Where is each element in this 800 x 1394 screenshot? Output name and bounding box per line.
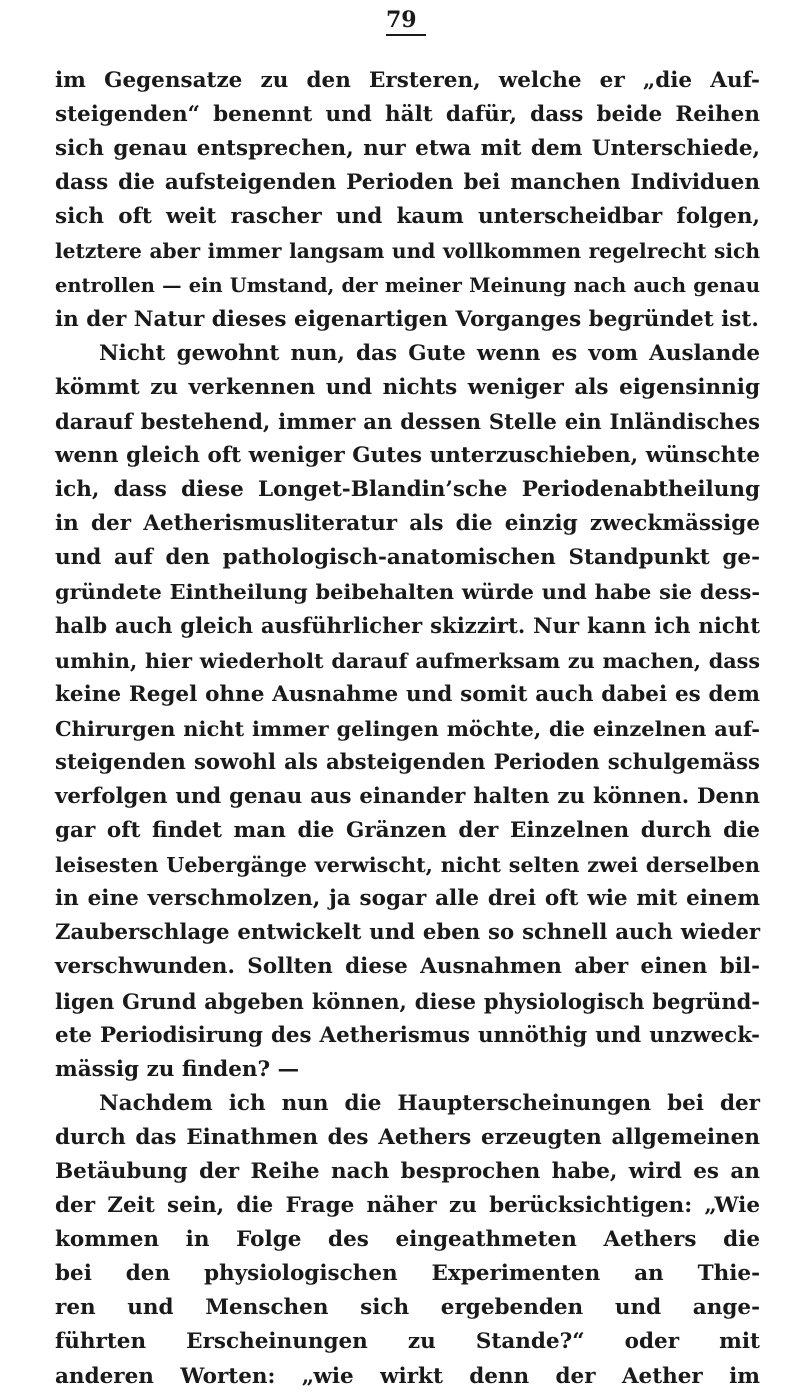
text-line: entrollen — ein Umstand, der meiner Meinung nach auch genau <box>55 273 760 297</box>
text-line: bei den physiologischen Experimenten an Thie- <box>55 1261 760 1287</box>
text-line: durch das Einathmen des Aethers erzeugten allgemeinen <box>55 1124 760 1150</box>
text-line: anderen Worten: „wie wirkt denn der Aether im <box>55 1363 760 1389</box>
text-line: Zauberschlage entwickelt und eben so schnell auch wieder <box>55 920 760 946</box>
text-line: kömmt zu verkennen und nichts weniger als eigensinnig <box>55 374 760 400</box>
text-line: keine Regel ohne Ausnahme und somit auch dabei es dem <box>55 681 760 707</box>
text-line: ligen Grund abgeben können, diese physiologisch begründ- <box>55 988 760 1014</box>
text-line: gar oft findet man die Gränzen der Einzelnen durch die <box>55 818 760 844</box>
text-line: letztere aber immer langsam und vollkommen regelrecht sich <box>55 239 760 264</box>
text-line: gründete Eintheilung beibehalten würde und habe sie dess- <box>55 579 760 605</box>
text-line: Nicht gewohnt nun, das Gute wenn es vom Auslande <box>99 340 760 366</box>
text-line: der Zeit sein, die Frage näher zu berücksichtigen: „Wie <box>55 1193 760 1219</box>
text-line: halb auch gleich ausführlicher skizzirt. Nur kann ich nicht <box>55 613 760 639</box>
text-line: Chirurgen nicht immer gelingen möchte, die einzelnen auf- <box>55 715 760 741</box>
text-line: ete Periodisirung des Aetherismus unnöthig und unzweck- <box>55 1022 760 1048</box>
text-line: dass die aufsteigenden Perioden bei manchen Individuen <box>55 170 760 196</box>
text-line: und auf den pathologisch-anatomischen Standpunkt ge- <box>55 545 760 571</box>
text-line: leisesten Uebergänge verwischt, nicht selten zwei derselben <box>55 853 760 878</box>
text-line: umhin, hier wiederholt darauf aufmerksam zu machen, dass <box>55 648 760 673</box>
text-line: mässig zu finden? — <box>55 1056 300 1082</box>
text-line: ren und Menschen sich ergebenden und ange- <box>55 1295 760 1321</box>
text-line: verschwunden. Sollten diese Ausnahmen aber einen bil- <box>55 954 760 980</box>
text-line: darauf bestehend, immer an dessen Stelle ein Inländisches <box>55 408 760 434</box>
text-line: steigenden sowohl als absteigenden Perioden schulgemäss <box>55 749 760 775</box>
text-line: in der Natur dieses eigenartigen Vorganges begründet ist. <box>55 306 759 332</box>
text-line: steigenden“ benennt und hält dafür, dass beide Reihen <box>55 102 760 128</box>
text-line: sich oft weit rascher und kaum unterscheidbar folgen, <box>55 204 760 230</box>
text-line: wenn gleich oft weniger Gutes unterzuschieben, wünschte <box>55 443 760 469</box>
text-line: in eine verschmolzen, ja sogar alle drei oft wie mit einem <box>55 886 760 912</box>
text-line: sich genau entsprechen, nur etwa mit dem Unterschiede, <box>55 136 760 162</box>
body-text <box>55 64 760 1394</box>
text-line: Nachdem ich nun die Haupterscheinungen bei der <box>99 1090 760 1116</box>
text-line: in der Aetherismusliteratur als die einzig zweckmässige <box>55 511 760 537</box>
text-line: kommen in Folge des eingeathmeten Aethers die <box>55 1227 760 1253</box>
text-line: führten Erscheinungen zu Stande?“ oder mit <box>55 1329 760 1355</box>
page-number: 79 <box>386 6 426 36</box>
text-line: im Gegensatze zu den Ersteren, welche er „die Auf- <box>55 68 760 93</box>
text-line: ich, dass diese Longet-Blandin’sche Periodenabtheilung <box>55 477 760 503</box>
text-line: Betäubung der Reihe nach besprochen habe, wird es an <box>55 1159 760 1184</box>
text-line: verfolgen und genau aus einander halten zu können. Denn <box>55 783 760 809</box>
